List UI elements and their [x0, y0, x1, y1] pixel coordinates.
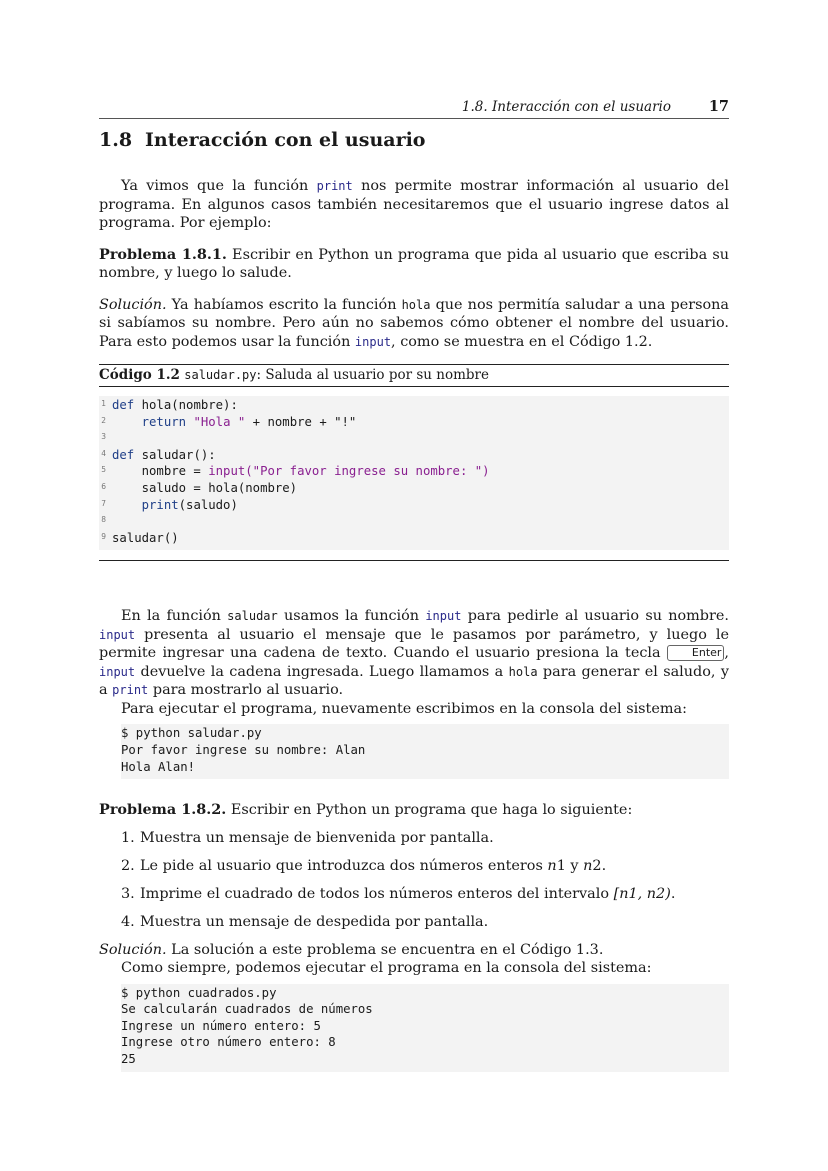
code-line: [99, 415, 729, 432]
listing-label: Código 1.2: [99, 367, 180, 383]
terminal-line: 25: [121, 1052, 136, 1066]
explain-text-7: para generar el saludo, y a: [99, 663, 729, 699]
list-item-number: 3.: [121, 885, 135, 902]
section-title: Interacción con el usuario: [145, 129, 426, 151]
list-item: [121, 857, 729, 876]
list-item: [121, 885, 729, 904]
list-item-text: .: [670, 885, 676, 902]
solution-2: [99, 941, 729, 960]
code-token: def: [112, 398, 135, 412]
math-index: 2: [592, 857, 602, 874]
explain-text-8: para mostrarlo al usuario.: [148, 682, 344, 699]
code-line: [99, 448, 729, 465]
inline-code-print: print: [316, 179, 353, 193]
inline-code-input-3: input: [99, 664, 136, 679]
inline-code-input: input: [354, 334, 392, 349]
terminal-line: Ingrese un número entero: 5: [121, 1018, 321, 1033]
code-token: (saludo): [178, 497, 238, 512]
list-item-text: Imprime el cuadrado de todos los números enteros del intervalo: [140, 885, 614, 902]
inline-code-input-2: input: [99, 627, 136, 642]
listing-filename: saludar.py: [184, 368, 257, 382]
page: [99, 96, 729, 1072]
code-token: print: [112, 497, 179, 512]
list-item-text: Muestra un mensaje de bienvenida por pantalla.: [140, 829, 494, 846]
list-item-text: .: [601, 857, 607, 874]
problem-2-text: Escribir en Python un programa que haga lo siguiente:: [226, 802, 633, 819]
line-number: 9: [101, 531, 106, 541]
code-token: "Hola ": [193, 414, 246, 429]
section-heading: [99, 129, 729, 151]
explain-text-3: para pedirle al usuario su nombre.: [461, 608, 729, 625]
running-head-title: 1.8. Interacción con el usuario: [461, 99, 671, 115]
line-number: 4: [101, 448, 106, 458]
line-number: 1: [101, 399, 106, 408]
list-item-text: y: [565, 857, 584, 874]
listing-code: [99, 396, 729, 550]
explain-text-5: ,: [724, 645, 729, 662]
code-line: [99, 464, 729, 481]
line-number: 5: [101, 465, 106, 475]
solution-1-text-3: , como se muestra en el Código 1.2.: [391, 333, 653, 350]
inline-code-hola: hola: [401, 297, 431, 312]
intro-paragraph: [99, 177, 729, 233]
running-head: [99, 96, 729, 119]
line-number: 7: [101, 498, 106, 508]
page-number: 17: [708, 98, 729, 115]
terminal-line: Ingrese otro número entero: 8: [121, 1035, 336, 1050]
terminal-line: Por favor ingrese su nombre: Alan: [121, 742, 366, 757]
explain-text-6: devuelve la cadena ingresada. Luego llamamos a: [135, 663, 509, 680]
inline-code-print-2: print: [112, 683, 149, 698]
terminal-line: Hola Alan!: [121, 759, 196, 774]
list-item: [121, 829, 729, 848]
line-number: 6: [101, 481, 106, 491]
explain-text-1: En la función: [121, 608, 228, 625]
code-line: [99, 514, 729, 531]
math-interval: [n1, n2): [613, 885, 671, 902]
solution-1-text-2: que nos permitía saludar a una persona si sabíamos su nombre. Pero aún no sabemos cómo obtener el nombre del usuario. Para esto podemos usar la función: [99, 296, 729, 350]
code-line: [99, 431, 729, 448]
intro-text-2: nos permite mostrar información al usuario del programa. En algunos casos también necesitaremos que el usuario ingrese datos al programa. Por ejemplo:: [99, 178, 729, 231]
list-item-number: 1.: [121, 829, 135, 846]
code-line: [99, 531, 729, 548]
solution-2-followup: Como siempre, podemos ejecutar el programa en la consola del sistema:: [121, 960, 652, 977]
problem-1-text: Escribir en Python un programa que pida al usuario que escriba su nombre, y luego lo salude.: [99, 246, 729, 281]
code-token: input("Por favor ingrese su nombre: "): [208, 464, 490, 479]
line-number: 8: [101, 515, 106, 525]
list-item: [121, 913, 729, 932]
code-token: saludar():: [134, 447, 216, 462]
terminal-output-cuadrados: [121, 984, 729, 1072]
line-number: 2: [101, 415, 106, 425]
code-token: saludar(): [112, 530, 179, 545]
explain-text-4: presenta al usuario el mensaje que le pasamos por parámetro, y luego le permite ingresar una cadena de texto. Cuando el usuario presiona la tecla: [99, 626, 729, 662]
terminal-line: $ python saludar.py: [121, 726, 262, 741]
intro-text-1: Ya vimos que la función: [121, 178, 317, 194]
problem-2-label: Problema 1.8.2.: [99, 801, 227, 819]
problem-2-steps: [121, 829, 729, 932]
line-number: 3: [101, 432, 106, 442]
code-token: return: [112, 414, 187, 429]
listing-description: : Saluda al usuario por su nombre: [256, 367, 489, 383]
math-var-n: n: [547, 857, 557, 874]
terminal-line: $ python cuadrados.py: [121, 985, 277, 1000]
listing-caption: [99, 365, 729, 387]
run-paragraph: Para ejecutar el programa, nuevamente escribimos en la consola del sistema:: [121, 700, 687, 717]
code-token: nombre =: [112, 464, 209, 479]
code-listing: [99, 364, 729, 561]
code-token: hola(nombre):: [134, 398, 238, 412]
problem-1: [99, 246, 729, 283]
solution-1-label: Solución.: [99, 296, 167, 313]
solution-1: [99, 296, 729, 352]
list-item-text: Le pide al usuario que introduzca dos números enteros: [140, 857, 548, 874]
problem-2: [99, 801, 729, 820]
list-item-text: Muestra un mensaje de despedida por pantalla.: [140, 913, 489, 930]
math-index: 1: [556, 857, 566, 874]
code-line: [99, 498, 729, 515]
enter-key: Enter: [667, 645, 725, 661]
inline-code-hola-2: hola: [508, 664, 538, 679]
list-item-number: 4.: [121, 913, 135, 930]
problem-1-label: Problema 1.8.1.: [99, 245, 227, 263]
terminal-line: Se calcularán cuadrados de números: [121, 1002, 373, 1017]
code-token: + nombre + "!": [245, 414, 357, 429]
code-line: [99, 398, 729, 415]
math-var-n: n: [583, 857, 593, 874]
list-item-number: 2.: [121, 857, 135, 874]
explain-text-2: usamos la función: [277, 608, 426, 625]
solution-2-label: Solución.: [99, 941, 167, 958]
code-token: saludo = hola(nombre): [112, 480, 298, 495]
terminal-output-saludar: [121, 724, 729, 779]
solution-2-text: La solución a este problema se encuentra en el Código 1.3.: [166, 941, 604, 958]
section-number: 1.8: [99, 129, 133, 151]
inline-code-saludar: saludar: [227, 609, 278, 624]
code-token: def: [112, 447, 135, 462]
solution-1-text-1: Ya habíamos escrito la función: [166, 296, 402, 313]
code-line: [99, 481, 729, 498]
inline-code-input-1: input: [425, 609, 462, 624]
explanation-paragraph: [99, 607, 729, 700]
